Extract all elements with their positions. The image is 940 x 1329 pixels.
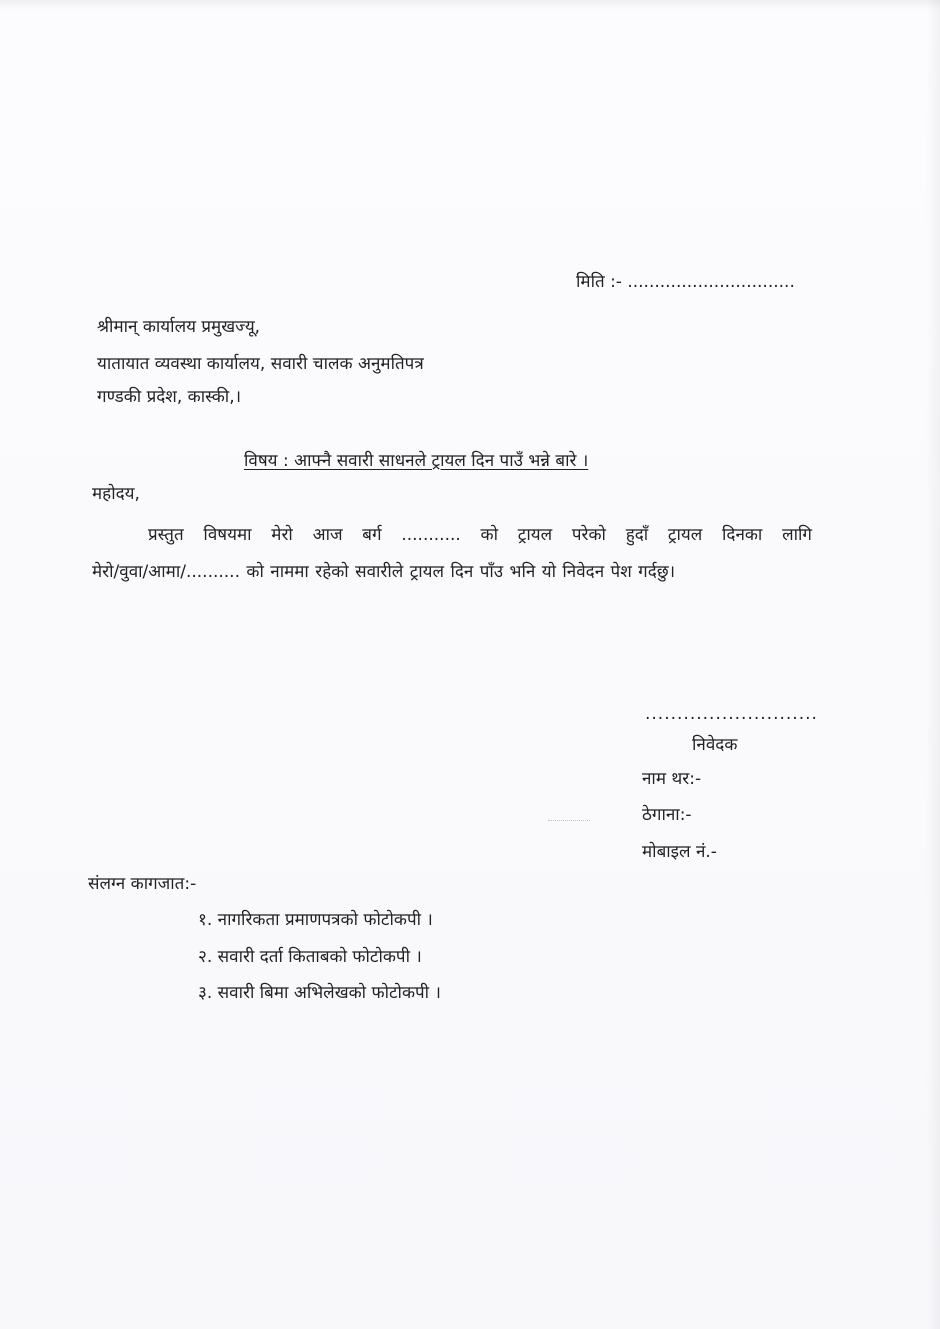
attachments-title: संलग्न कागजात:-	[88, 874, 197, 894]
body-paragraph-line-2: मेरो/वुवा/आमा/.......... को नाममा रहेको सवारीले ट्रायल दिन पाँउ भनि यो निवेदन पेश गर्दछु।	[92, 562, 676, 582]
attachment-item: २. सवारी दर्ता किताबको फोटोकपी ।	[198, 947, 422, 967]
attachment-item: ३. सवारी बिमा अभिलेखको फोटोकपी ।	[198, 983, 441, 1003]
applicant-label: निवेदक	[692, 735, 738, 755]
applicant-mobile-field: मोबाइल नं.-	[642, 842, 717, 862]
addressee-line-2: यातायात व्यवस्था कार्यालय, सवारी चालक अनुमतिपत्र	[97, 354, 424, 374]
subject-line: विषय : आफ्नै सवारी साधनले ट्रायल दिन पाउँ भन्ने बारे ।	[244, 451, 589, 471]
addressee-line-3: गण्डकी प्रदेश, कास्की,।	[97, 387, 242, 407]
signature-dots: ...........................	[645, 704, 818, 724]
date-line: मिति :- ...............................	[576, 272, 795, 292]
addressee-line-1: श्रीमान् कार्यालय प्रमुखज्यू,	[97, 317, 261, 337]
scan-edge-shadow	[926, 0, 940, 1329]
attachment-item: १. नागरिकता प्रमाणपत्रको फोटोकपी ।	[198, 910, 433, 930]
scan-speck	[548, 820, 590, 825]
applicant-name-field: नाम थर:-	[642, 769, 702, 789]
salutation: महोदय,	[92, 484, 140, 504]
applicant-address-field: ठेगाना:-	[642, 805, 692, 825]
scan-top-shadow	[0, 0, 940, 10]
body-paragraph-line-1: प्रस्तुत विषयमा मेरो आज बर्ग ........... को ट्रायल परेको हुदाँ ट्रायल दिनका लागि	[148, 525, 812, 545]
